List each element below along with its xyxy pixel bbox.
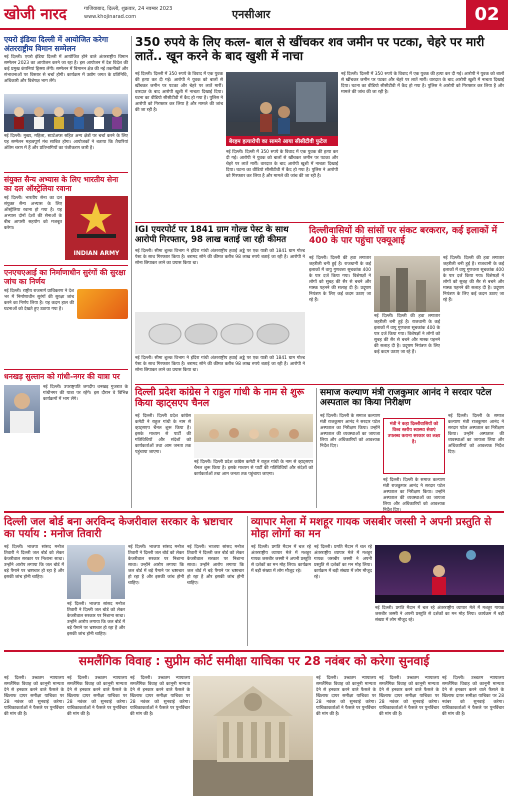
story-aero-india [4,36,128,85]
concert-photo [375,545,504,603]
story-same-sex-marriage [4,655,504,669]
divider [4,369,128,370]
story-hospital-body [320,414,380,508]
photo-caption: बेरहम हत्यारोपी का सामने आया सीसीटीवी फुटेज [226,136,338,146]
manoj-tiwari-photo [67,545,125,599]
story-body: नई दिल्ली। एयरो इंडिया दिल्ली में आयोजित होने वाले अंतरराष्ट्रीय विमान सम्मेलन 2023 का आयोजन करने जा रहा है। इस आयोजन में देश विदेश की कई प्रमुख कंपनियां हिस्सा लेंगी। सम्मेलन में विमानन क्षेत्र की नई तकनीकों और संभावनाओं पर विस्तार से चर्चा होगी। कार्यक्रम में उद्योग जगत के प्रतिनिधि, अधिकारी और विशेषज्ञ भाग लेंगे। [4,55,128,85]
dhankhar-photo [4,385,40,433]
story-body: नई दिल्ली। मुख्य, महिला, स्टार्टअप्स सहित अन्य क्षेत्रों पर चर्चा करने के लिए यह सम्मेलन महत्वपूर्ण मंच साबित होगा। आयोजकों ने बताया कि तैयारियां अंतिम चरण में हैं और प्रतिभागियों का पंजीकरण जारी है। [4,134,128,151]
story-congress [135,388,313,410]
section-name: एनसीआर [232,8,271,21]
divider [4,265,128,266]
nhai-logo [77,289,128,319]
story-jal-board [4,516,244,540]
story-aqi [309,226,504,247]
story-body: नई दिल्ली। उच्चतम न्यायालय समलैंगिक विवाह को कानूनी मान्यता देने से इनकार करने वाले फैसले के खिलाफ दायर समीक्षा याचिका पर 28 नवंबर को सुनवाई करेगा। याचिकाकर्ताओं ने फैसले पर पुनर्विचार की मांग की है। [316,676,376,717]
story-body: नई दिल्ली। सीमा शुल्क विभाग ने इंदिरा गांधी अंतरराष्ट्रीय हवाई अड्डे पर एक यात्री को 1841 ग्राम गोल्ड पेस्ट के साथ गिरफ्तार किया है। बरामद सोने की कीमत करीब 98 लाख रुपये बताई जा रही है। आरोपी ने सोना छिपाकर लाने का प्रयास किया था। [135,356,305,373]
story-trade-fair-body [251,545,311,645]
cctv-photo [226,72,338,146]
story-body: नई दिल्ली। उपराष्ट्रपति जगदीप धनखड़ गुजरात के गांधीनगर की यात्रा पर रहेंगे। इस दौरान वे विभिन्न कार्यक्रमों में भाग लेंगे। [43,384,128,402]
story-body: नई दिल्ली। दिल्ली की हवा लगातार जहरीली बनी हुई है। राजधानी के कई इलाकों में वायु गुणवत्ता सूचकांक 400 के पार दर्ज किया गया। विशेषज्ञों ने लोगों को सुबह की सैर से बचने और मास्क पहनने की सलाह दी है। प्रदूषण नियंत्रण के लिए कई कदम उठाए जा रहे हैं। [374,314,440,355]
story-trade-fair-body3 [375,606,504,645]
story-jal-board-body2 [67,602,125,645]
story-murder [135,36,504,64]
smog-photo [374,256,440,312]
story-body: नई दिल्ली। उच्चतम न्यायालय समलैंगिक विवाह को कानूनी मान्यता देने से इनकार करने वाले फैसले के खिलाफ दायर समीक्षा याचिका पर 28 नवंबर को सुनवाई करेगा। याचिकाकर्ताओं ने फैसले पर पुनर्विचार की मांग की है। [379,676,439,717]
story-dhankhar [4,373,128,455]
story-headline: 350 रुपये के लिए कत्ल- बाल से खींचकर शव जमीन पर पटका, चेहरे पर मारी लातें.. खून करने के बाद खुशी में नाचा [135,35,485,63]
divider [4,511,504,513]
story-body: नई दिल्ली। राष्ट्रीय राजमार्ग प्राधिकरण ने देश भर में निर्माणाधीन सुरंगों की सुरक्षा जांच करने का निर्णय लिया है। यह कदम हाल की घटनाओं को देखते हुए उठाया गया है। [4,289,74,313]
story-body: नई दिल्ली। भारतीय सेना का दल संयुक्त सैन्य अभ्यास के लिए ऑस्ट्रेलिया रवाना हो गया है। यह अभ्यास दोनों देशों की सेनाओं के बीच आपसी सहयोग को मजबूत करेगा। [4,196,62,232]
story-headline: धनखड़ सुल्तान को गांधी-नगर की यात्रा पर [4,372,120,381]
conference-photo [4,94,128,132]
story-murder-body3 [226,150,338,218]
story-aqi-body2 [374,314,440,380]
story-murder-body2 [341,72,504,218]
story-headline: दिल्ली प्रदेश कांग्रेस ने राहुल गांधी के नाम से शुरू किया व्हाट्सएप चैनल [135,387,305,409]
story-aero-india-cont [4,134,128,170]
story-headline: व्यापार मेला में मशहूर गायक जसबीर जस्सी ने अपनी प्रस्तुति से मोहा लोगों का मन [251,516,492,541]
story-body: नई दिल्ली। दिल्ली में 350 रुपये के विवाद में एक युवक की हत्या कर दी गई। आरोपी ने युवक को बालों से खींचकर जमीन पर पटका और चेहरे पर लातें मारीं। वारदात के बाद आरोपी खुशी में नाचता दिखाई दिया। घटना का वीडियो सीसीटीवी में कैद हो गया है। पुलिस ने आरोपी को गिरफ्तार कर लिया है और मामले की जांच की जा रही है। [226,150,338,179]
story-jal-board-body3 [128,545,184,645]
story-ssm-body5 [379,676,439,796]
story-body: नई दिल्ली। उच्चतम न्यायालय समलैंगिक विवाह को कानूनी मान्यता देने से इनकार करने वाले फैसले के खिलाफ दायर समीक्षा याचिका पर 28 नवंबर को सुनवाई करेगा। याचिकाकर्ताओं ने फैसले पर पुनर्विचार की मांग की है। [130,676,190,717]
story-ssm-body4 [316,676,376,796]
story-headline: समाज कल्याण मंत्री राजकुमार आनंद ने सरदार पटेल अस्पताल का किया निरीक्षण [320,388,492,409]
divider [135,222,504,223]
supreme-court-photo [193,676,313,796]
story-body: नई दिल्ली। प्रगति मैदान में चल रहे अंतरराष्ट्रीय व्यापार मेले में मशहूर गायक जसबीर जस्सी ने अपनी प्रस्तुति से दर्शकों का मन मोह लिया। कार्यक्रम में बड़ी संख्या में लोग मौजूद रहे। [251,545,311,574]
story-body: नई दिल्ली। दिल्ली में 350 रुपये के विवाद में एक युवक की हत्या कर दी गई। आरोपी ने युवक को बालों से खींचकर जमीन पर पटका और चेहरे पर लातें मारीं। वारदात के बाद आरोपी खुशी में नाचता दिखाई दिया। घटना का वीडियो सीसीटीवी में कैद हो गया है। पुलिस ने आरोपी को गिरफ्तार कर लिया है और मामले की जांच की जा रही है। [135,72,223,113]
story-body: नई दिल्ली। भाजपा सांसद मनोज तिवारी ने दिल्ली जल बोर्ड को लेकर केजरीवाल सरकार पर निशाना साधा। उन्होंने आरोप लगाया कि जल बोर्ड में बड़े पैमाने पर भ्रष्टाचार हो रहा है और इसकी जांच होनी चाहिए। [67,602,125,637]
story-congress-body2 [194,460,313,508]
story-ssm-body6 [442,676,504,796]
story-headline: दिल्लीवासियों की सांसों पर संकट बरकरार, कई इलाकों में 400 के पार पहुंचा एक्यूआई [309,226,498,247]
story-hospital [320,388,504,409]
story-body: नई दिल्ली। भाजपा सांसद मनोज तिवारी ने दिल्ली जल बोर्ड को लेकर केजरीवाल सरकार पर निशाना साधा। उन्होंने आरोप लगाया कि जल बोर्ड में बड़े पैमाने पर भ्रष्टाचार हो रहा है और इसकी जांच होनी चाहिए। [128,545,184,586]
page-number: 02 [466,0,508,30]
masthead-date: गाजियाबाद, दिल्ली, शुक्रवार, 24 नवम्बर 2023 [84,6,173,12]
story-headline: संयुक्त सैन्य अभ्यास के लिए भारतीय सेना का दल ऑस्ट्रेलिया रवाना [4,175,119,193]
army-logo-text: INDIAN ARMY [73,250,120,258]
column-divider [247,516,248,646]
story-body: नई दिल्ली। उच्चतम न्यायालय समलैंगिक विवाह को कानूनी मान्यता देने से इनकार करने वाले फैसले के खिलाफ दायर समीक्षा याचिका पर 28 नवंबर को सुनवाई करेगा। याचिकाकर्ताओं ने फैसले पर पुनर्विचार की मांग की है। [67,676,127,717]
story-ssm-body [4,676,64,796]
story-nhai [4,269,128,359]
story-body: नई दिल्ली। सीमा शुल्क विभाग ने इंदिरा गांधी अंतरराष्ट्रीय हवाई अड्डे पर एक यात्री को 1841 ग्राम गोल्ड पेस्ट के साथ गिरफ्तार किया है। बरामद सोने की कीमत करीब 98 लाख रुपये बताई जा रही है। आरोपी ने सोना छिपाकर लाने का प्रयास किया था। [135,248,305,266]
story-hospital-body2 [383,478,445,508]
column-divider [316,388,317,508]
story-headline: समलैंगिक विवाह : सुप्रीम कोर्ट समीक्षा याचिका पर 28 नवंबर को करेगा सुनवाई [78,654,430,668]
divider [135,384,504,385]
story-body: नई दिल्ली। प्रगति मैदान में चल रहे अंतरराष्ट्रीय व्यापार मेले में मशहूर गायक जसबीर जस्सी ने अपनी प्रस्तुति से दर्शकों का मन मोह लिया। कार्यक्रम में बड़ी संख्या में लोग मौजूद रहे। [375,606,504,623]
story-ssm-body3 [130,676,190,796]
story-body: नई दिल्ली। भाजपा सांसद मनोज तिवारी ने दिल्ली जल बोर्ड को लेकर केजरीवाल सरकार पर निशाना साधा। उन्होंने आरोप लगाया कि जल बोर्ड में बड़े पैमाने पर भ्रष्टाचार हो रहा है और इसकी जांच होनी चाहिए। [187,545,244,586]
story-body: नई दिल्ली। दिल्ली प्रदेश कांग्रेस कमेटी ने राहुल गांधी के नाम से व्हाट्सएप चैनल शुरू किया है। इसके माध्यम से पार्टी की गतिविधियों और संदेशों को कार्यकर्ताओं तथा आम जनता तक पहुंचाया जाएगा। [135,414,191,455]
story-body: नई दिल्ली। दिल्ली की हवा लगातार जहरीली बनी हुई है। राजधानी के कई इलाकों में वायु गुणवत्ता सूचकांक 400 के पार दर्ज किया गया। विशेषज्ञों ने लोगों को सुबह की सैर से बचने और मास्क पहनने की सलाह दी है। प्रदूषण नियंत्रण के लिए कई कदम उठाए जा रहे हैं। [443,256,504,303]
story-headline: दिल्ली जल बोर्ड बना अरविन्द केजरीवाल सरकार के भ्रष्टाचार का पर्याय : मनोज तिवारी [4,516,233,541]
masthead-meta [84,5,172,21]
story-igi-gold [135,226,305,301]
story-body: नई दिल्ली। प्रगति मैदान में चल रहे अंतरराष्ट्रीय व्यापार मेले में मशहूर गायक जसबीर जस्सी ने अपनी प्रस्तुति से दर्शकों का मन मोह लिया। कार्यक्रम में बड़ी संख्या में लोग मौजूद रहे। [314,545,372,580]
story-murder-body [135,72,223,218]
story-hospital-body3 [448,414,504,508]
divider [4,172,128,173]
story-headline: IGI एयरपोर्ट पर 1841 ग्राम गोल्ड पेस्ट के साथ आरोपी गिरफ्तार, 98 लाख बताई जा रही कीमत [135,225,289,245]
story-body: नई दिल्ली। उच्चतम न्यायालय समलैंगिक विवाह को कानूनी मान्यता देने से इनकार करने वाले फैसले के खिलाफ दायर समीक्षा याचिका पर 28 नवंबर को सुनवाई करेगा। याचिकाकर्ताओं ने फैसले पर पुनर्विचार की मांग की है। [4,676,64,717]
pull-quote: मंत्री ने कहा दिल्लीवासियों को विश्व स्तरीय स्वास्थ्य सेवाएं उपलब्ध कराना सरकार का लक्ष्य है। [383,418,445,474]
story-headline: एयरो इंडिया दिल्ली में आयोजित करेगा अंतरराष्ट्रीय विमान सम्मेलन [4,35,109,53]
divider [4,650,504,652]
brand-name: खोजी नारद [4,5,67,23]
story-body: नई दिल्ली। दिल्ली की हवा लगातार जहरीली बनी हुई है। राजधानी के कई इलाकों में वायु गुणवत्ता सूचकांक 400 के पार दर्ज किया गया। विशेषज्ञों ने लोगों को सुबह की सैर से बचने और मास्क पहनने की सलाह दी है। प्रदूषण नियंत्रण के लिए कई कदम उठाए जा रहे हैं। [309,256,371,303]
story-body: नई दिल्ली। दिल्ली में 350 रुपये के विवाद में एक युवक की हत्या कर दी गई। आरोपी ने युवक को बालों से खींचकर जमीन पर पटका और चेहरे पर लातें मारीं। वारदात के बाद आरोपी खुशी में नाचता दिखाई दिया। घटना का वीडियो सीसीटीवी में कैद हो गया है। पुलिस ने आरोपी को गिरफ्तार कर लिया है और मामले की जांच की जा रही है। [341,72,504,95]
story-body: नई दिल्ली। दिल्ली प्रदेश कांग्रेस कमेटी ने राहुल गांधी के नाम से व्हाट्सएप चैनल शुरू किया है। इसके माध्यम से पार्टी की गतिविधियों और संदेशों को कार्यकर्ताओं तथा आम जनता तक पहुंचाया जाएगा। [194,460,313,477]
story-igi-gold-cont [135,356,305,380]
story-body: नई दिल्ली। उच्चतम न्यायालय समलैंगिक विवाह को कानूनी मान्यता देने से इनकार करने वाले फैसले के खिलाफ दायर समीक्षा याचिका पर 28 नवंबर को सुनवाई करेगा। याचिकाकर्ताओं ने फैसले पर पुनर्विचार की मांग की है। [442,676,504,717]
story-trade-fair [251,516,504,540]
indian-army-logo [65,196,128,260]
story-jal-board-body4 [187,545,244,645]
story-aqi-body [309,256,371,380]
story-headline: एनएचएआई का निर्माणाधीन सुरंगों की सुरक्षा जांच का निर्णय [4,268,126,286]
story-body: नई दिल्ली। दिल्ली के समाज कल्याण मंत्री राजकुमार आनंद ने सरदार पटेल अस्पताल का निरीक्षण किया। उन्होंने अस्पताल की व्यवस्थाओं का जायजा लिया और अधिकारियों को आवश्यक निर्देश दिए। [448,414,504,455]
gold-paste-photo [135,312,305,354]
story-body: नई दिल्ली। दिल्ली के समाज कल्याण मंत्री राजकुमार आनंद ने सरदार पटेल अस्पताल का निरीक्षण किया। उन्होंने अस्पताल की व्यवस्थाओं का जायजा लिया और अधिकारियों को आवश्यक [383,478,445,507]
story-body: नई दिल्ली। भाजपा सांसद मनोज तिवारी ने दिल्ली जल बोर्ड को लेकर केजरीवाल सरकार पर निशाना साधा। उन्होंने आरोप लगाया कि जल बोर्ड में बड़े पैमाने पर भ्रष्टाचार हो रहा है और इसकी जांच होनी चाहिए। [4,545,64,580]
story-ssm-body2 [67,676,127,796]
story-aqi-body3 [443,256,504,380]
congress-photo [194,414,313,458]
story-trade-fair-body2 [314,545,372,645]
story-jal-board-body [4,545,64,645]
story-body: नई दिल्ली। दिल्ली के समाज कल्याण मंत्री राजकुमार आनंद ने सरदार पटेल अस्पताल का निरीक्षण किया। उन्होंने अस्पताल की व्यवस्थाओं का जायजा लिया और अधिकारियों को आवश्यक निर्देश दिए। [320,414,380,449]
masthead-website: www.khojinarad.com [84,14,137,20]
masthead [0,0,508,30]
column-divider [131,36,132,508]
story-congress-body [135,414,191,508]
story-indian-army [4,176,128,260]
